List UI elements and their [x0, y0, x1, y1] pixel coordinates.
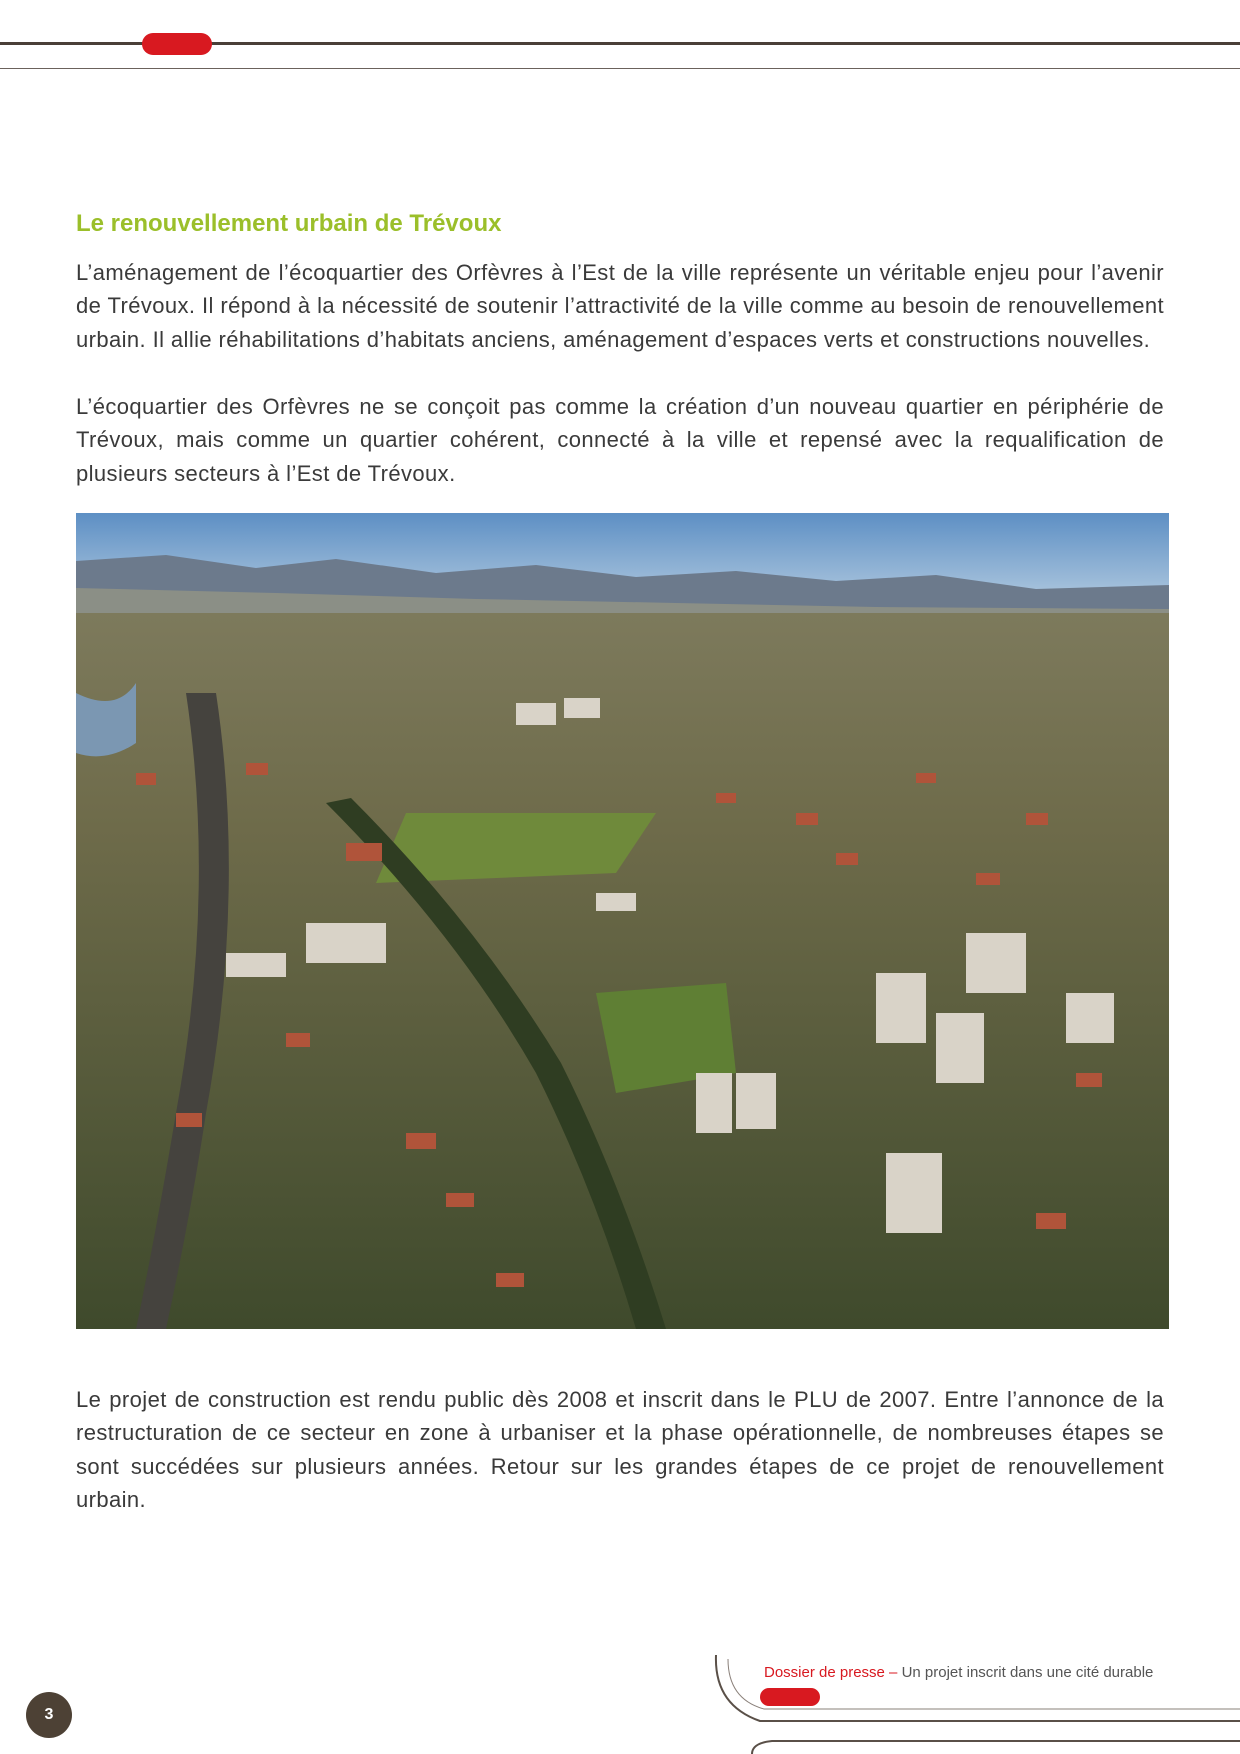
footer-red-pill: [760, 1688, 820, 1706]
page-title: Le renouvellement urbain de Trévoux: [76, 210, 502, 237]
footer-label: [764, 1664, 1153, 1681]
aerial-photo: [76, 513, 1169, 1329]
intro-paragraph: L’aménagement de l’écoquartier des Orfèvres à l’Est de la ville représente un véritable enjeu pour l’avenir de Trévoux. Il répond à la nécessité de soutenir l’attractivité de la ville comme au besoin de renouvellement urbain. Il allie réhabilitations d’habitats anciens, aménagement d’espaces verts et constructions nouvelles.: [76, 260, 1164, 352]
footer-label-red: Dossier de presse –: [764, 1664, 898, 1681]
project-history-paragraph: Le projet de construction est rendu public dès 2008 et inscrit dans le PLU de 2007. Entre l’annonce de la restructuration de ce secteur en zone à urbaniser et la phase opérationnelle, de nombreuses étapes se sont succédées sur plusieurs années. Retour sur les grandes étapes de ce projet de renouvellement urbain.: [76, 1387, 1164, 1512]
aerial-photo-illustration: [76, 513, 1169, 1329]
header-red-pill: [142, 33, 212, 55]
header-rule-bottom: [0, 68, 1240, 69]
ecoquartier-paragraph: L’écoquartier des Orfèvres ne se conçoit pas comme la création d’un nouveau quartier en périphérie de Trévoux, mais comme un quartier cohérent, connecté à la ville et repensé avec la requalification de plusieurs secteurs à l’Est de Trévoux.: [76, 394, 1164, 486]
page-number-badge: 3: [26, 1692, 72, 1738]
footer-label-rest: Un projet inscrit dans une cité durable: [897, 1664, 1154, 1681]
